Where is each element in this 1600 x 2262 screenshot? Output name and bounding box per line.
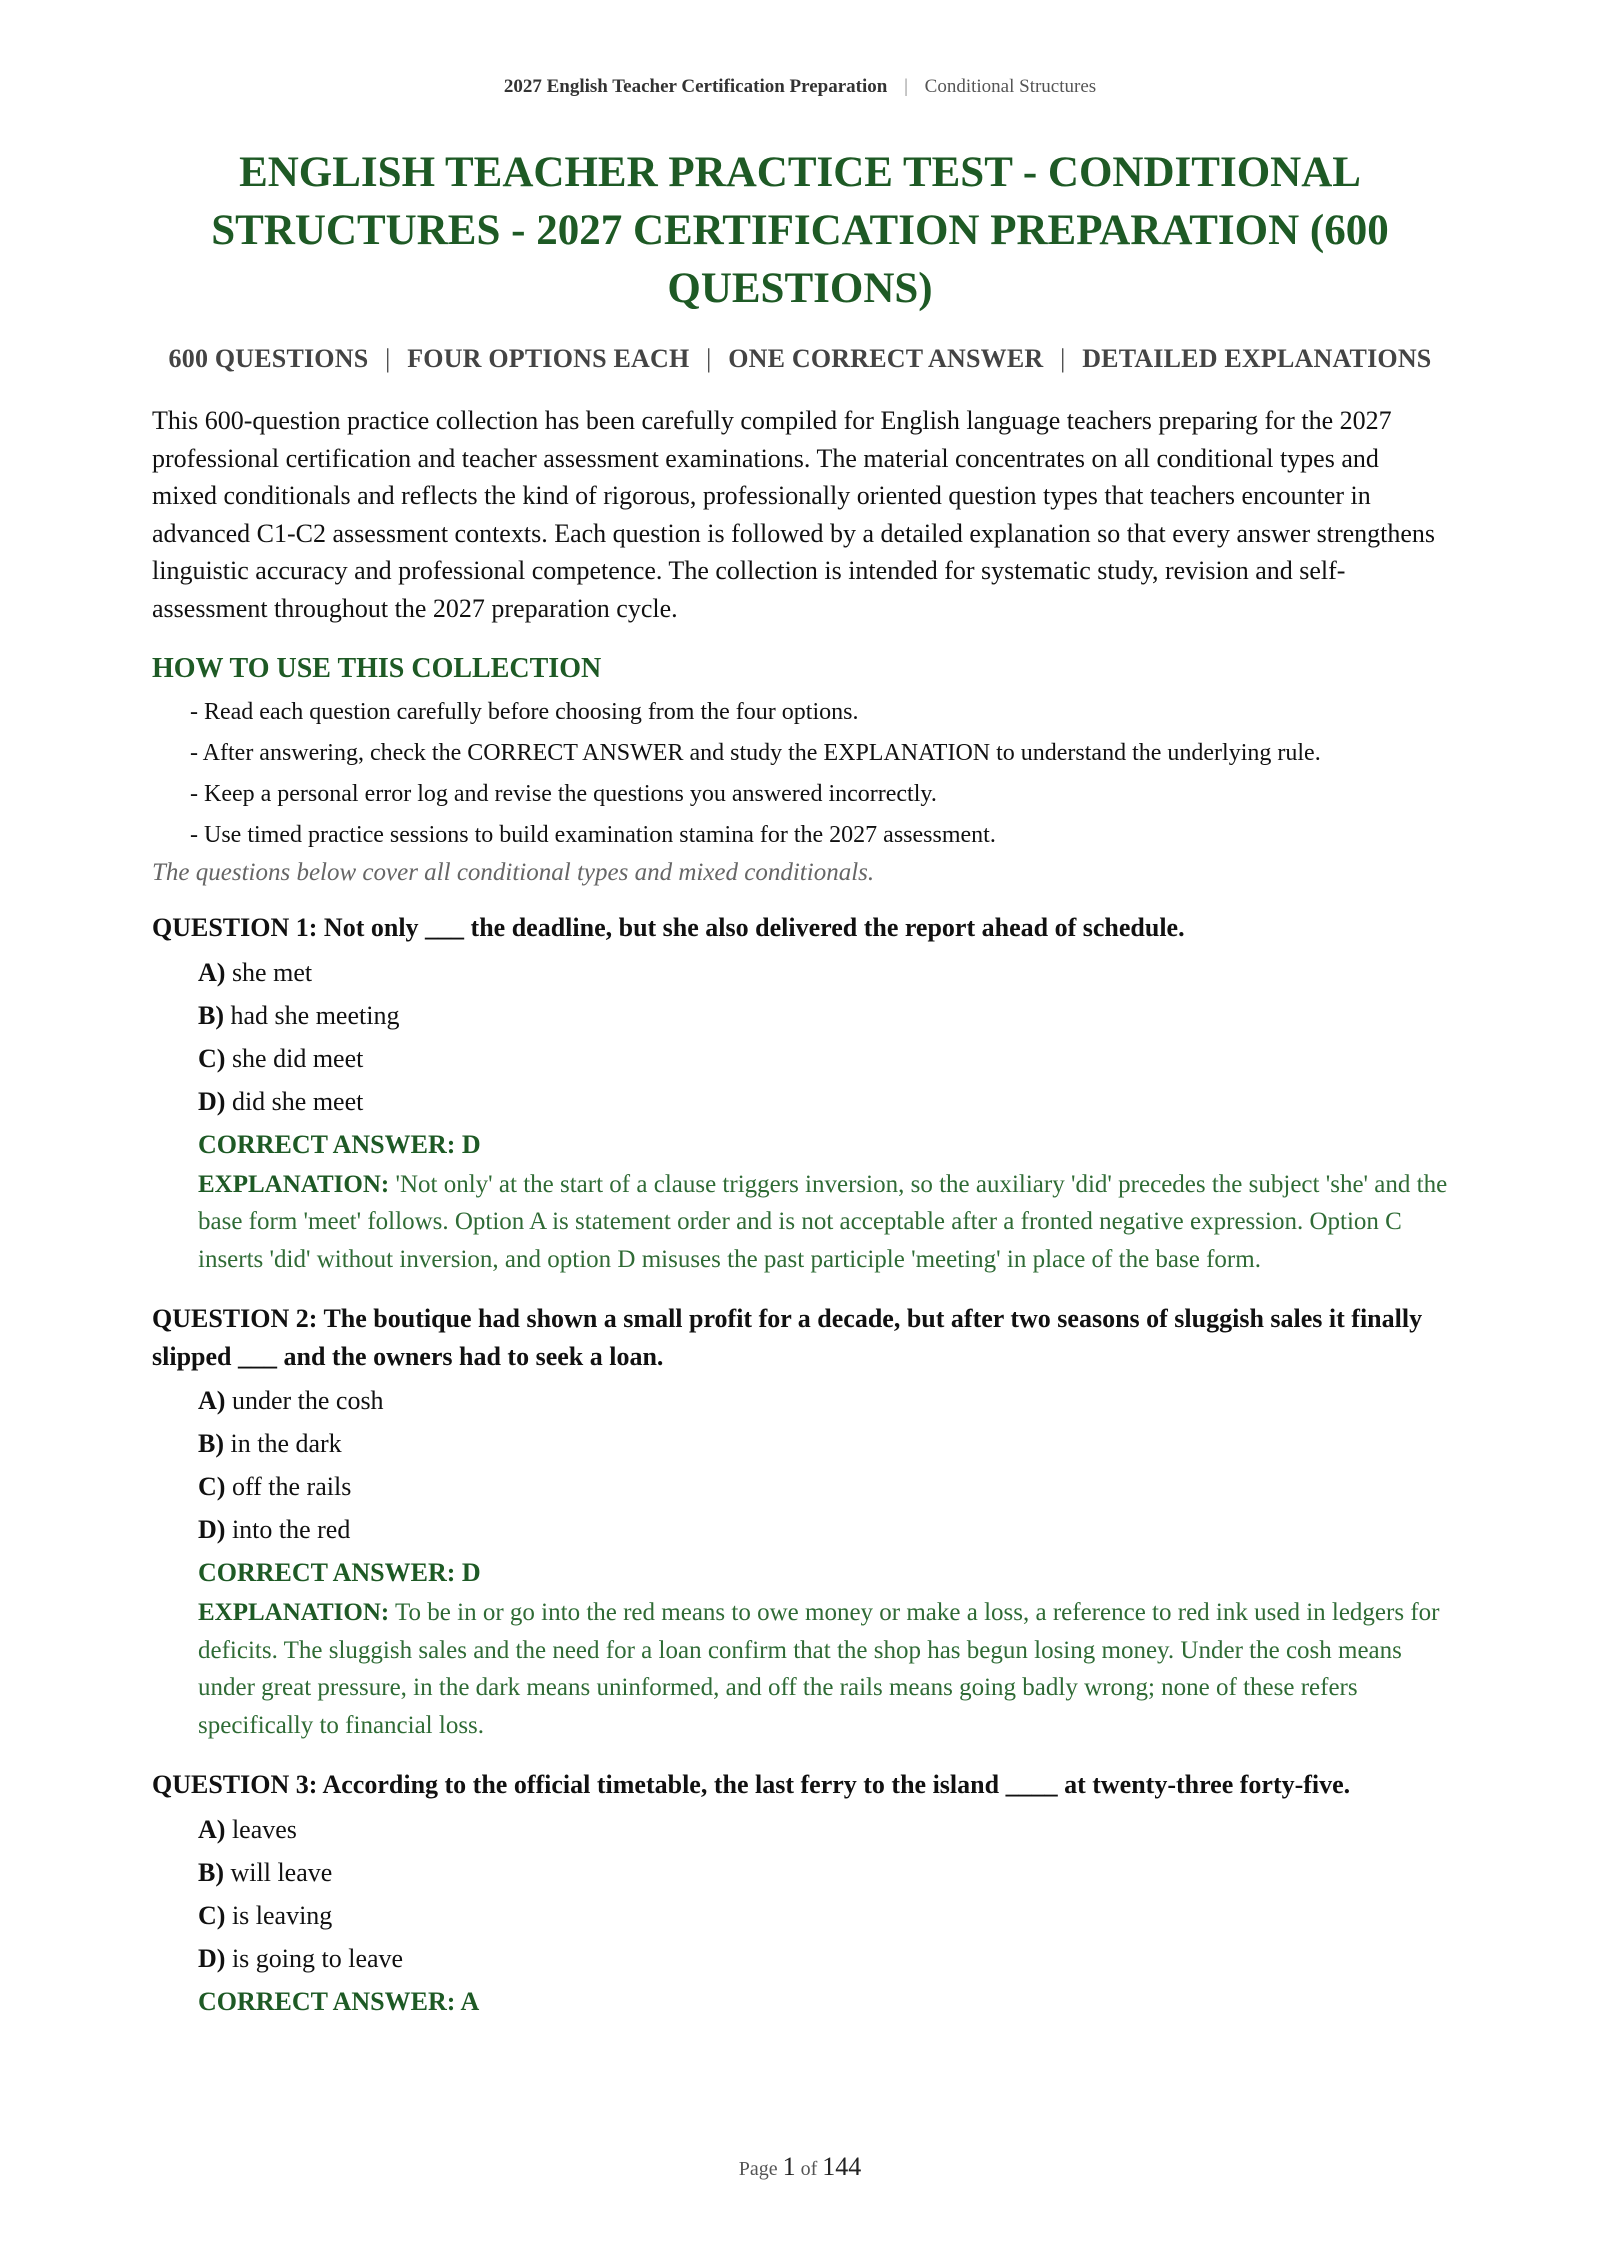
option-text: had she meeting [230, 1000, 400, 1030]
option-letter: A) [198, 1386, 226, 1415]
subtitle-separator: | [385, 344, 391, 373]
option-text: she met [231, 957, 313, 987]
page-of-label: of [800, 2158, 818, 2180]
subtitle-item: DETAILED EXPLANATIONS [1082, 344, 1432, 373]
option-text: into the red [231, 1515, 351, 1544]
question-stem: QUESTION 1: Not only ___ the deadline, but she also delivered the report ahead of schedule. [152, 913, 1185, 942]
option-a [198, 1379, 1448, 1422]
header-separator: | [904, 76, 908, 97]
option-text: under the cosh [231, 1386, 384, 1415]
correct-answer: CORRECT ANSWER: D [198, 1558, 481, 1587]
question-stem: QUESTION 2: The boutique had shown a small profit for a decade, but after two seasons of sluggish sales it finally slipped ___ and the owners had to seek a loan. [152, 1304, 1423, 1371]
options-list [152, 1808, 1448, 1980]
option-d [198, 1080, 1448, 1123]
option-letter: A) [198, 957, 226, 987]
usage-item: - Use timed practice sessions to build examination stamina for the 2027 assessment. [190, 822, 996, 848]
option-text: is going to leave [231, 1943, 404, 1973]
intro-paragraph: This 600-question practice collection has been carefully compiled for English language teachers preparing for the 2027 professional certification and teacher assessment examinations. The material concentrates on all conditional types and mixed conditionals and reflects the kind of rigorous, professionally oriented question types that teachers encounter in advanced C1-C2 assessment contexts. Each question is followed by a detailed explanation so that every answer strengthens linguistic accuracy and professional competence. The collection is intended for systematic study, revision and self-assessment throughout the 2027 preparation cycle. [152, 406, 1436, 623]
subtitle-item: ONE CORRECT ANSWER [728, 344, 1044, 373]
option-text: in the dark [230, 1429, 342, 1458]
option-text: leaves [231, 1814, 297, 1844]
options-list [152, 1379, 1448, 1551]
option-letter: C) [198, 1900, 226, 1930]
usage-note: The questions below cover all conditional types and mixed conditionals. [152, 859, 875, 886]
option-text: she did meet [231, 1043, 364, 1073]
explanation [152, 1594, 1448, 1744]
usage-item: - After answering, check the CORRECT ANSWER and study the EXPLANATION to understand the underlying rule. [190, 740, 1321, 766]
correct-answer: CORRECT ANSWER: D [198, 1129, 481, 1159]
option-text: will leave [230, 1857, 333, 1887]
usage-heading: HOW TO USE THIS COLLECTION [152, 653, 602, 684]
option-c [198, 1894, 1448, 1937]
option-letter: C) [198, 1472, 226, 1501]
question-stem: QUESTION 3: According to the official timetable, the last ferry to the island ____ at twenty-three forty-five. [152, 1770, 1351, 1799]
option-d [198, 1937, 1448, 1980]
page-number-total: 144 [822, 2152, 862, 2181]
option-b [198, 1422, 1448, 1465]
page-footer [0, 2152, 1600, 2182]
explanation-label: EXPLANATION: [198, 1599, 390, 1626]
explanation-label: EXPLANATION: [198, 1170, 390, 1198]
option-b [198, 1851, 1448, 1894]
option-text: did she meet [231, 1086, 364, 1116]
option-c [198, 1465, 1448, 1508]
explanation-text: 'Not only' at the start of a clause triggers inversion, so the auxiliary 'did' precedes the subject 'she' and the base form 'meet' follows. Option A is statement order and is not acceptable after a fronted negative expression. Option C inserts 'did' without inversion, and option D misuses the past participle 'meeting' in place of the base form. [198, 1170, 1448, 1273]
option-letter: A) [198, 1814, 226, 1844]
correct-answer: CORRECT ANSWER: A [198, 1986, 480, 2016]
document-title: ENGLISH TEACHER PRACTICE TEST - CONDITIONAL STRUCTURES - 2027 CERTIFICATION PREPARATION (600 QUESTIONS) [211, 149, 1389, 312]
option-c [198, 1037, 1448, 1080]
subtitle-item: FOUR OPTIONS EACH [407, 344, 690, 373]
explanation-text: To be in or go into the red means to owe money or make a loss, a reference to red ink used in ledgers for deficits. The sluggish sales and the need for a loan confirm that the shop has begun losing money. Under the cosh means under great pressure, in the dark means uninformed, and off the rails means going badly wrong; none of these refers specifically to financial loss. [198, 1599, 1440, 1739]
option-a [198, 951, 1448, 994]
subtitle-item: 600 QUESTIONS [168, 344, 369, 373]
options-list [152, 951, 1448, 1123]
explanation [152, 1166, 1448, 1279]
option-b [198, 994, 1448, 1037]
page-label: Page [738, 2158, 778, 2180]
question-2 [152, 1300, 1448, 1744]
option-letter: D) [198, 1943, 226, 1973]
usage-item: - Read each question carefully before choosing from the four options. [190, 699, 859, 725]
option-text: is leaving [231, 1900, 333, 1930]
question-1 [152, 909, 1448, 1278]
option-letter: B) [198, 1000, 224, 1030]
subtitle-separator: | [706, 344, 712, 373]
usage-list [152, 695, 1448, 853]
option-letter: D) [198, 1086, 226, 1116]
subtitle-separator: | [1060, 344, 1066, 373]
question-3 [152, 1766, 1448, 2023]
option-a [198, 1808, 1448, 1851]
option-letter: B) [198, 1429, 224, 1458]
option-letter: C) [198, 1043, 226, 1073]
header-right-text: Conditional Structures [924, 76, 1097, 97]
option-letter: B) [198, 1857, 224, 1887]
option-letter: D) [198, 1515, 226, 1544]
option-d [198, 1508, 1448, 1551]
option-text: off the rails [231, 1472, 352, 1501]
usage-item: - Keep a personal error log and revise the questions you answered incorrectly. [190, 781, 937, 807]
header-left-text: 2027 English Teacher Certification Preparation [503, 76, 888, 97]
document-subtitle [152, 344, 1448, 374]
running-header [152, 0, 1448, 106]
page-number-current: 1 [782, 2152, 796, 2181]
